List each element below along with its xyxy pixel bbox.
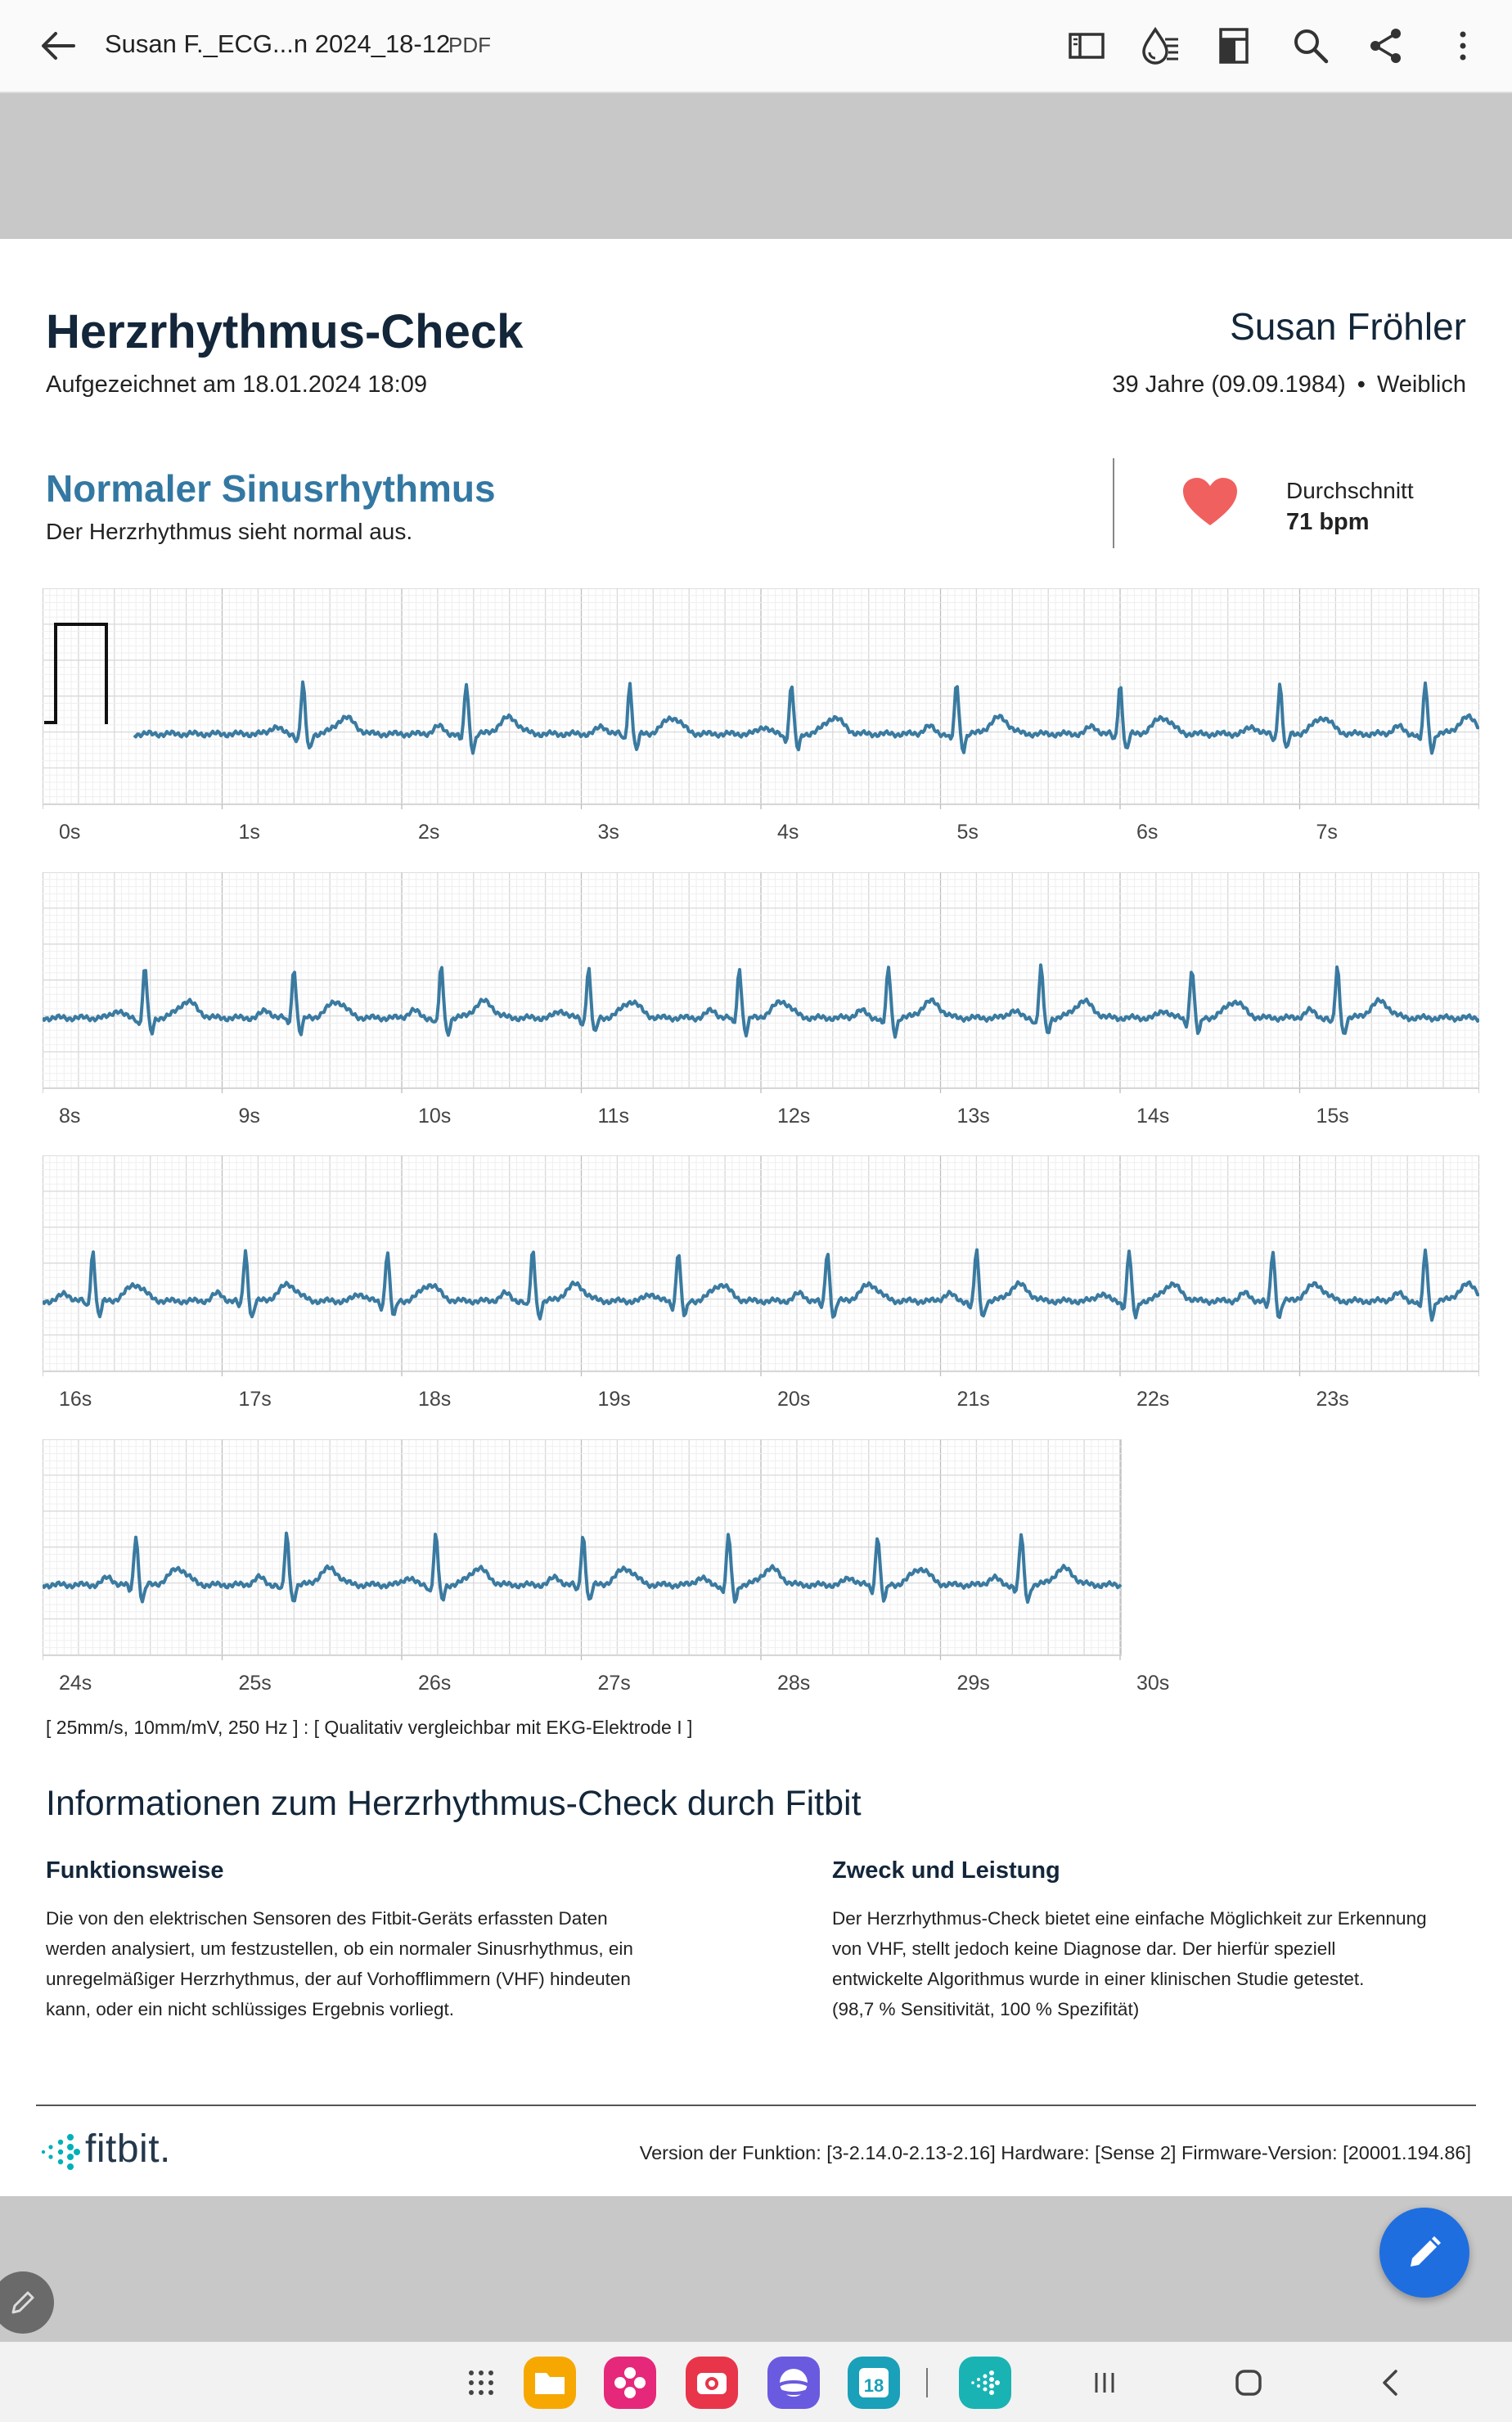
time-tick-label: 12s [777,1105,811,1128]
patient-name: Susan Fröhler [1230,305,1466,348]
text-line: unregelmäßiger Herzrhythmus, der auf Vorhofflimmern (VHF) hindeuten [46,1969,631,1989]
pen-icon [8,2288,38,2317]
document-title: Susan F._ECG...n 2024_18-12 [105,29,451,58]
pencil-icon [1404,2232,1445,2273]
version-info: Version der Funktion: [3-2.14.0-2.13-2.16] Hardware: [Sense 2] Firmware-Version: [20001.194.86] [639,2142,1471,2163]
separator-dot: • [1357,371,1366,398]
ecg-strip-2 [43,872,1479,1093]
time-tick-label: 13s [956,1105,990,1128]
time-tick-label: 14s [1136,1105,1170,1128]
ecg-strip-3 [43,1155,1479,1376]
time-tick-label: 4s [777,821,799,844]
home-button[interactable] [1224,2358,1273,2407]
back-arrow-icon[interactable] [34,25,80,67]
time-tick-label: 1s [238,821,260,844]
time-tick-label: 23s [1316,1388,1349,1411]
ecg-strip-4 [43,1439,1479,1660]
result-title: Normaler Sinusrhythmus [46,467,496,510]
calendar-day: 18 [863,2375,884,2396]
app-toolbar [0,0,1512,93]
text-line: kann, oder ein nicht schlüssiges Ergebnis vorliegt. [46,1999,455,2019]
text-line: (98,7 % Sensitivität, 100 % Spezifität) [832,1999,1140,2019]
time-tick-label: 29s [956,1672,990,1695]
share-icon[interactable] [1363,23,1409,69]
time-tick-label: 27s [597,1672,631,1695]
dock-separator [926,2368,928,2397]
search-icon[interactable] [1288,23,1334,69]
function-heading: Funktionsweise [46,1857,224,1884]
fitbit-logo-icon [41,2131,80,2177]
time-tick-label: 10s [418,1105,452,1128]
text-line: werden analysiert, um festzustellen, ob ein normaler Sinusrhythmus, ein [46,1938,633,1959]
average-label: Durchschnitt [1286,478,1414,503]
heart-icon [1181,476,1239,529]
ecg-grid [43,1155,1479,1376]
edit-document-button[interactable] [1379,2208,1469,2298]
text-line: Die von den elektrischen Sensoren des Fitbit-Geräts erfassten Daten [46,1908,608,1929]
time-tick-label: 2s [418,821,440,844]
text-line: von VHF, stellt jedoch keine Diagnose dar. Der hierfür speziell [832,1938,1336,1959]
time-tick-label: 15s [1316,1105,1349,1128]
time-tick-label: 8s [59,1105,81,1128]
recent-apps-button[interactable] [1080,2358,1129,2407]
ecg-grid [43,872,1479,1093]
time-tick-label: 5s [956,821,979,844]
average-value: 71 bpm [1286,509,1370,535]
time-tick-label: 24s [59,1672,92,1695]
internet-icon[interactable] [767,2357,820,2409]
time-tick-label: 25s [238,1672,272,1695]
time-tick-label: 30s [1136,1672,1170,1695]
fitbit-wordmark: fitbit. [85,2127,171,2171]
ink-icon[interactable] [1137,23,1183,69]
time-tick-label: 21s [956,1388,990,1411]
ecg-caption: [ 25mm/s, 10mm/mV, 250 Hz ] : [ Qualitativ vergleichbar mit EKG-Elektrode I ] [46,1717,693,1738]
purpose-text [832,1903,1487,2024]
time-tick-label: 26s [418,1672,452,1695]
time-tick-label: 3s [597,821,619,844]
viewer-background [0,93,1512,239]
function-text [46,1903,700,2024]
contents-icon[interactable] [1211,23,1257,69]
time-tick-label: 7s [1316,821,1338,844]
result-subtitle: Der Herzrhythmus sieht normal aus. [46,519,413,544]
time-tick-label: 9s [238,1105,260,1128]
patient-details [1112,371,1466,398]
time-tick-label: 18s [418,1388,452,1411]
my-files-icon[interactable] [524,2357,576,2409]
document-type: PDF [448,33,491,57]
footer-divider [36,2105,1476,2106]
ecg-strip-1 [43,588,1479,809]
system-navigation-bar [0,2342,1512,2422]
time-tick-label: 16s [59,1388,92,1411]
camera-icon[interactable] [686,2357,738,2409]
back-nav-button[interactable] [1366,2358,1415,2407]
calendar-icon[interactable] [848,2357,900,2409]
time-tick-label: 0s [59,821,81,844]
recorded-date: Aufgezeichnet am 18.01.2024 18:09 [46,371,427,398]
time-tick-label: 6s [1136,821,1159,844]
divider [1113,458,1114,548]
time-tick-label: 28s [777,1672,811,1695]
info-heading: Informationen zum Herzrhythmus-Check durch Fitbit [46,1784,862,1823]
reading-mode-icon[interactable] [1064,23,1109,69]
text-line: entwickelte Algorithmus wurde in einer klinischen Studie getestet. [832,1969,1365,1989]
gallery-icon[interactable] [604,2357,656,2409]
fitbit-app-icon[interactable] [959,2357,1011,2409]
page-title: Herzrhythmus-Check [46,305,524,358]
more-vert-icon[interactable] [1440,23,1486,69]
time-tick-label: 22s [1136,1388,1170,1411]
purpose-heading: Zweck und Leistung [832,1857,1060,1884]
time-tick-label: 19s [597,1388,631,1411]
patient-age: 39 Jahre (09.09.1984) [1112,371,1346,398]
ecg-grid [43,588,1479,809]
time-tick-label: 20s [777,1388,811,1411]
apps-grid-icon[interactable] [455,2357,507,2409]
patient-sex: Weiblich [1376,371,1466,398]
text-line: Der Herzrhythmus-Check bietet eine einfache Möglichkeit zur Erkennung [832,1908,1427,1929]
time-tick-label: 11s [597,1105,629,1128]
edit-pen-button[interactable] [0,2271,54,2334]
time-tick-label: 17s [238,1388,272,1411]
pdf-page [0,239,1512,2196]
